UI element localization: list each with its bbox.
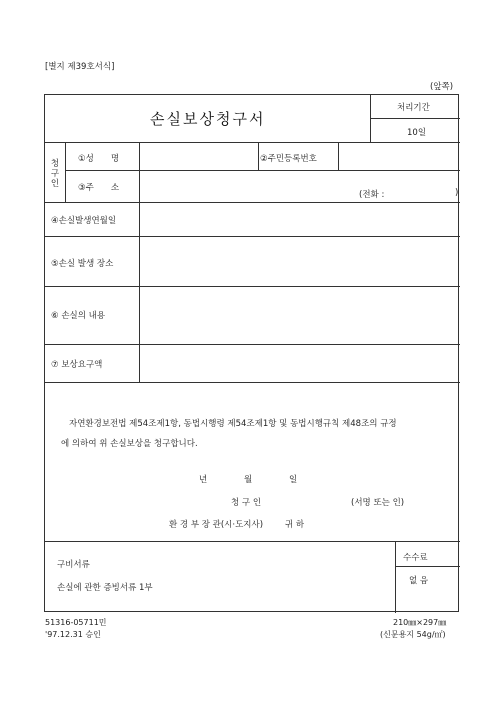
fee-label: 수수료	[403, 553, 428, 563]
claimant-label: 청구인	[50, 159, 60, 189]
resident-number-label: ②주민등록번호	[260, 154, 317, 164]
required-documents-item: 손실에 관한 증빙서류 1부	[57, 583, 153, 593]
id-value-divider	[338, 142, 339, 170]
paper-spec: (신문용지 54g/㎡)	[380, 630, 446, 639]
phone-label: (전화 :	[359, 190, 385, 200]
processing-divider	[370, 118, 460, 119]
rule-statement-bottom	[45, 541, 460, 542]
date-year: 년	[199, 475, 208, 485]
loss-date-label: ④손실발생연월일	[51, 216, 117, 226]
front-page-label: (앞쪽)	[430, 82, 454, 92]
rule-name-row	[65, 170, 460, 171]
rule-content-bottom	[45, 344, 460, 345]
rule-place-bottom	[45, 286, 460, 287]
loss-place-label: ⑤손실 발생 장소	[51, 259, 114, 269]
compensation-amount-label: ⑦ 보상요구액	[51, 360, 103, 370]
statement-line-1: 자연환경보전법 제54조제1항, 동법시행령 제54조제1항 및 동법시행규칙 제48조의 규정	[69, 419, 397, 429]
label-column-divider	[139, 142, 140, 382]
loss-content-label: ⑥ 손실의 내용	[51, 311, 106, 321]
required-documents-label: 구비서류	[57, 560, 90, 570]
processing-period-label: 처리기간	[397, 103, 430, 113]
fee-value: 없 음	[409, 576, 429, 586]
form-title: 손실보상청구서	[150, 110, 266, 128]
rule-title-bottom	[45, 142, 460, 143]
claimant-sign-label: 청 구 인	[231, 498, 262, 508]
rule-claimant-bottom	[45, 202, 460, 203]
signature-label: (서명 또는 인)	[351, 498, 405, 508]
claim-form	[44, 94, 459, 612]
title-processing-divider	[370, 95, 371, 142]
address-label: ③주 소	[78, 183, 120, 193]
approval-date: '97.12.31 승인	[45, 630, 101, 639]
date-day: 일	[289, 475, 298, 485]
paper-size: 210㎜×297㎜	[393, 618, 447, 627]
fee-divider	[395, 566, 460, 567]
date-month: 월	[244, 475, 253, 485]
name-id-divider	[258, 142, 259, 170]
form-number: [별지 제39호서식]	[45, 62, 115, 72]
rule-amount-bottom	[45, 382, 460, 383]
fee-column-divider	[395, 541, 396, 613]
recipient-label: 환 경 부 장 관(시·도지사)	[169, 520, 264, 530]
name-label: ①성 명	[78, 154, 120, 164]
form-code: 51316-05711민	[45, 618, 107, 627]
phone-close: )	[455, 188, 459, 198]
processing-period-value: 10일	[407, 128, 427, 138]
statement-line-2: 에 의하여 위 손실보상을 청구합니다.	[61, 439, 198, 449]
honorific-label: 귀 하	[285, 520, 305, 530]
rule-date-bottom	[45, 236, 460, 237]
claimant-label-divider	[65, 142, 66, 202]
